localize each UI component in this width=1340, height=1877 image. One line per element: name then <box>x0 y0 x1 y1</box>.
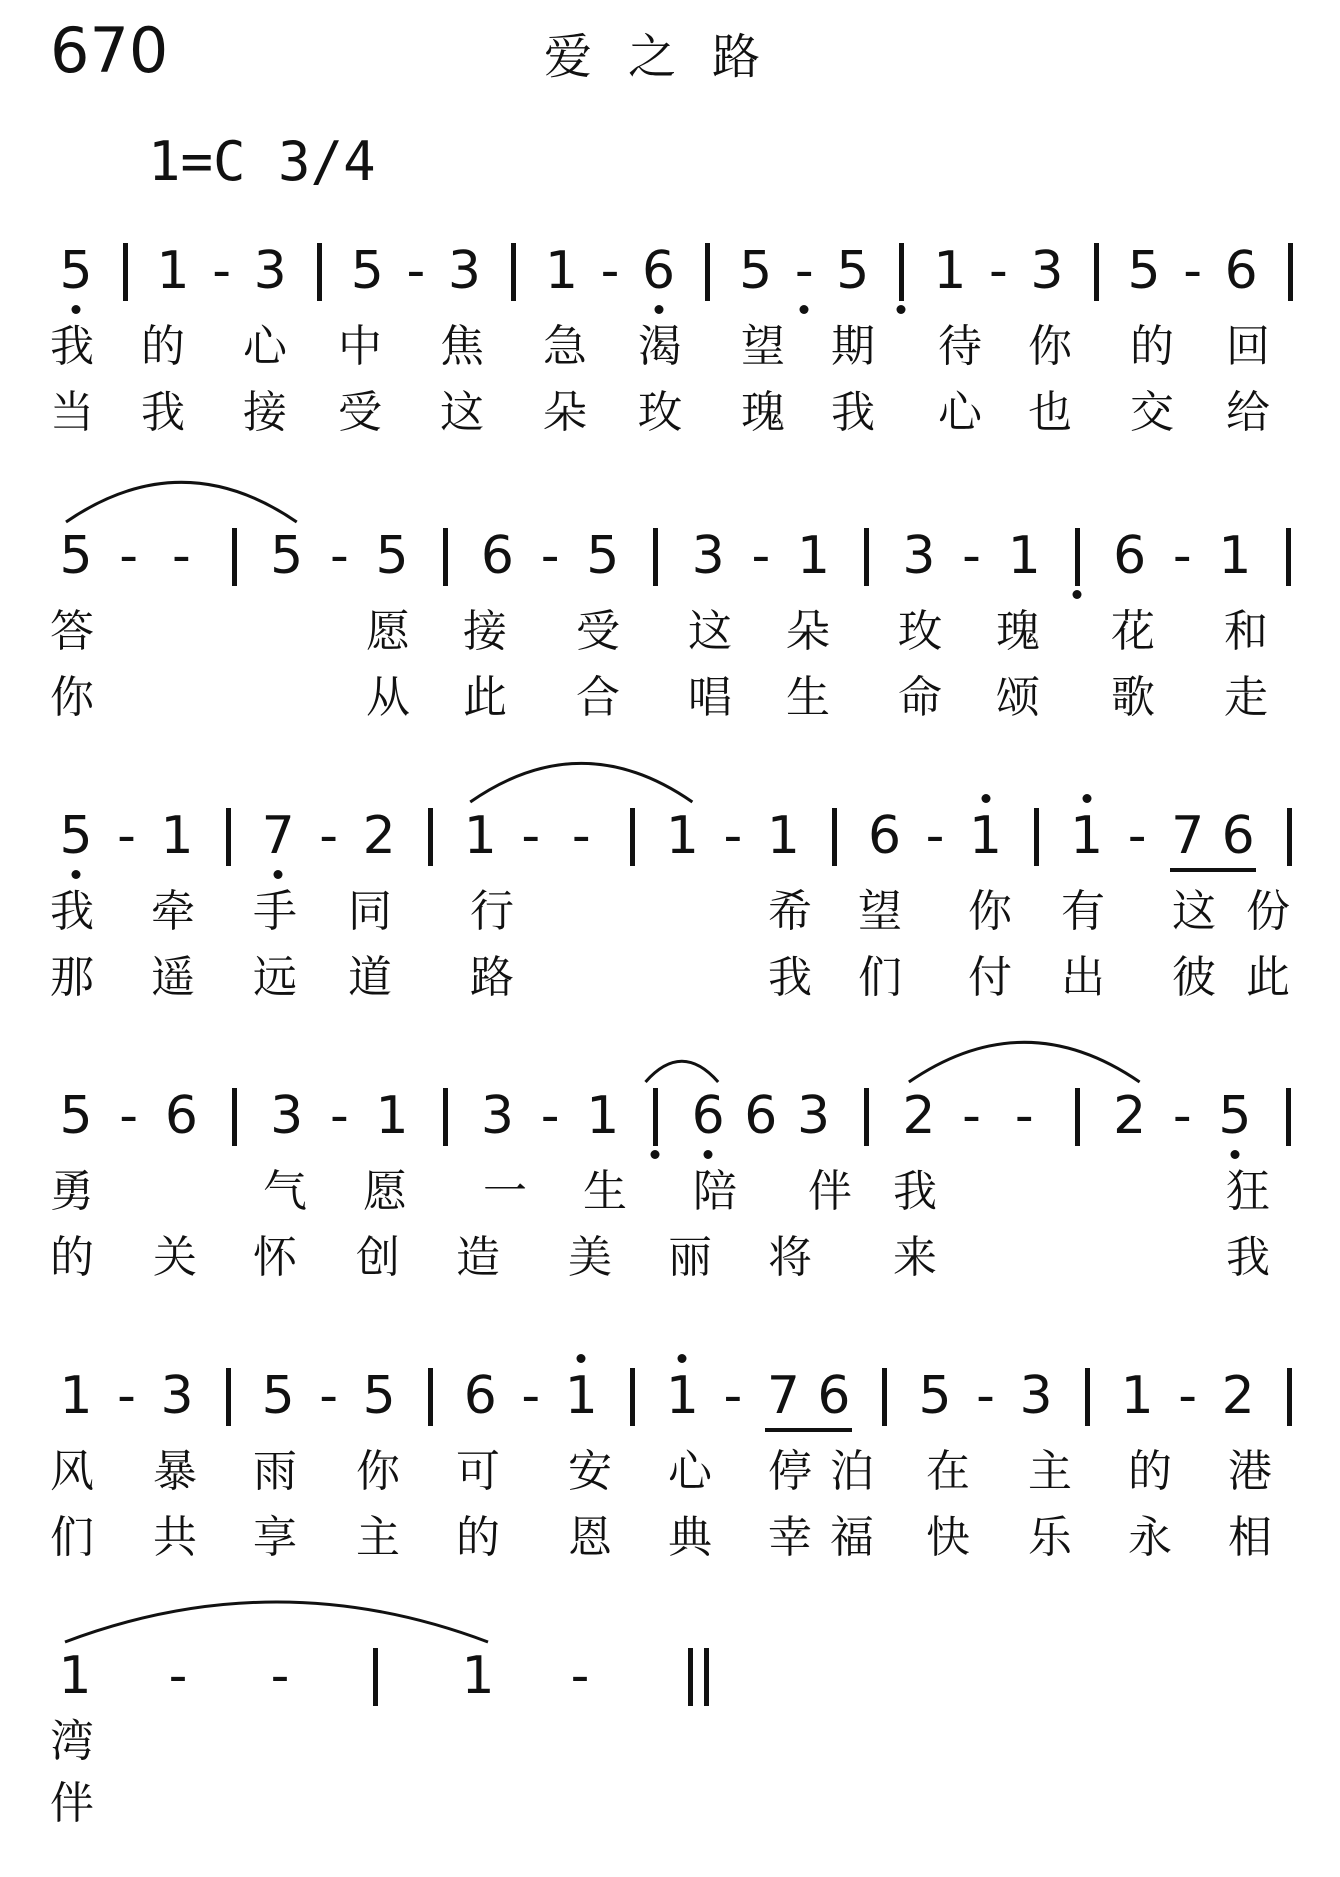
note-1: 1 <box>463 806 497 866</box>
dash-extension: - <box>1183 241 1203 301</box>
lyric-verse-2: 怀 <box>253 1232 297 1283</box>
key-signature: 1=C 3/4 <box>148 130 376 193</box>
lyric-verse-2: 相 <box>1228 1512 1272 1563</box>
lyric-verse-1: 玫 <box>898 606 942 657</box>
lyric-verse-1: 回 <box>1226 321 1270 372</box>
note-6: 6 <box>744 1086 778 1146</box>
slur-tie <box>470 763 692 802</box>
low-octave-dot <box>1230 1150 1239 1159</box>
barline <box>443 1088 448 1146</box>
barline <box>899 243 904 301</box>
barline <box>226 808 231 866</box>
eighth-note-beam <box>765 1428 852 1432</box>
lyric-verse-2: 唱 <box>688 672 732 723</box>
note-5: 5 <box>350 241 384 301</box>
low-octave-dot <box>72 305 81 314</box>
note-7: 7 <box>766 1366 800 1426</box>
note-1: 1 <box>58 1646 92 1706</box>
note-5: 5 <box>59 241 93 301</box>
note-6: 6 <box>642 241 676 301</box>
note-3: 3 <box>480 1086 514 1146</box>
lyric-verse-2: 走 <box>1224 672 1268 723</box>
lyric-verse-1: 的 <box>1130 321 1174 372</box>
note-2: 2 <box>362 806 396 866</box>
dash-extension: - <box>270 1646 290 1706</box>
note-1: 1 <box>586 1086 620 1146</box>
slur-tie <box>645 1061 718 1082</box>
lyric-verse-1: 朵 <box>786 606 830 657</box>
lyric-verse-1: 港 <box>1228 1446 1272 1497</box>
lyric-verse-2: 交 <box>1130 387 1174 438</box>
lyric-verse-1: 生 <box>583 1166 627 1217</box>
lyric-verse-2: 彼 <box>1172 952 1216 1003</box>
note-5: 5 <box>918 1366 952 1426</box>
lyric-verse-1: 焦 <box>440 321 484 372</box>
dash-extension: - <box>751 526 771 586</box>
barline <box>1286 1088 1291 1146</box>
lyric-verse-1: 湾 <box>50 1716 94 1767</box>
high-octave-dot <box>1082 794 1091 803</box>
low-octave-dot <box>274 870 283 879</box>
barline <box>864 1088 869 1146</box>
high-octave-dot <box>678 1354 687 1363</box>
lyric-verse-1: 份 <box>1246 886 1290 937</box>
note-5: 5 <box>1127 241 1161 301</box>
note-3: 3 <box>1019 1366 1053 1426</box>
dash-extension: - <box>117 1366 136 1426</box>
note-6: 6 <box>1224 241 1258 301</box>
lyric-verse-1: 心 <box>243 321 287 372</box>
barline <box>1287 808 1292 866</box>
low-octave-dot <box>654 305 663 314</box>
note-5: 5 <box>362 1366 396 1426</box>
final-barline <box>704 1648 709 1706</box>
lyric-verse-2: 当 <box>50 387 94 438</box>
dash-extension: - <box>1127 806 1147 866</box>
dash-extension: - <box>406 241 426 301</box>
barline <box>630 808 635 866</box>
barline <box>1075 1088 1080 1146</box>
dash-extension: - <box>212 241 232 301</box>
low-octave-dot <box>704 1150 713 1159</box>
lyric-verse-1: 勇 <box>50 1166 94 1217</box>
note-1: 1 <box>1070 806 1104 866</box>
lyric-verse-2: 主 <box>356 1512 400 1563</box>
lyric-verse-2: 命 <box>898 672 942 723</box>
lyric-verse-2: 出 <box>1061 952 1105 1003</box>
lyric-verse-1: 期 <box>831 321 875 372</box>
dash-extension: - <box>319 1366 339 1426</box>
lyric-verse-2: 此 <box>1246 952 1290 1003</box>
note-6: 6 <box>1113 526 1147 586</box>
barline <box>511 243 516 301</box>
lyric-verse-1: 你 <box>1028 321 1072 372</box>
lyric-verse-1: 你 <box>968 886 1012 937</box>
lyric-verse-2: 玫 <box>638 387 682 438</box>
song-title: 爱之路 <box>543 29 796 85</box>
dash-extension: - <box>540 1086 560 1146</box>
lyric-verse-2: 关 <box>153 1232 197 1283</box>
lyric-verse-1: 雨 <box>253 1446 297 1497</box>
note-6: 6 <box>164 1086 198 1146</box>
low-octave-dot <box>651 1150 660 1159</box>
lyric-verse-2: 颂 <box>996 672 1040 723</box>
note-3: 3 <box>691 526 725 586</box>
note-5: 5 <box>739 241 773 301</box>
dash-extension: - <box>319 806 339 866</box>
lyric-verse-1: 可 <box>456 1446 500 1497</box>
lyric-verse-1: 这 <box>1172 886 1216 937</box>
barline <box>428 808 433 866</box>
dash-extension: - <box>1172 526 1192 586</box>
barline <box>232 1088 237 1146</box>
lyric-verse-2: 永 <box>1128 1512 1172 1563</box>
note-6: 6 <box>867 806 902 866</box>
lyric-verse-2: 乐 <box>1028 1512 1072 1563</box>
lyric-verse-1: 望 <box>858 886 902 937</box>
dash-extension: - <box>989 241 1008 301</box>
lyric-verse-2: 丽 <box>668 1232 712 1283</box>
lyric-verse-1: 和 <box>1224 606 1268 657</box>
lyric-verse-2: 共 <box>153 1512 197 1563</box>
lyric-verse-2: 也 <box>1028 387 1072 438</box>
dash-extension: - <box>119 1086 139 1146</box>
note-1: 1 <box>766 806 800 866</box>
lyric-verse-2: 的 <box>456 1512 500 1563</box>
barline <box>653 528 658 586</box>
barline <box>1085 1368 1090 1426</box>
dash-extension: - <box>600 241 620 301</box>
note-5: 5 <box>270 526 304 586</box>
dash-extension: - <box>723 806 743 866</box>
note-1: 1 <box>160 806 194 866</box>
note-2: 2 <box>902 1086 936 1146</box>
dash-extension: - <box>723 1366 743 1426</box>
low-octave-dot <box>72 870 81 879</box>
note-6: 6 <box>463 1366 497 1426</box>
lyric-verse-2: 你 <box>50 672 94 723</box>
lyric-verse-1: 一 <box>483 1166 527 1217</box>
lyric-verse-1: 待 <box>938 321 982 372</box>
note-1: 1 <box>1218 526 1252 586</box>
note-1: 1 <box>1120 1366 1154 1426</box>
barline <box>653 1088 658 1146</box>
lyric-verse-1: 伴 <box>808 1166 852 1217</box>
barline <box>232 528 237 586</box>
lyric-verse-1: 牵 <box>151 886 195 937</box>
dash-extension: - <box>119 526 139 586</box>
note-1: 1 <box>1007 526 1041 586</box>
barline <box>373 1648 378 1706</box>
barline <box>1075 528 1080 586</box>
dash-extension: - <box>925 806 945 866</box>
note-2: 2 <box>1113 1086 1147 1146</box>
dash-extension: - <box>330 526 349 586</box>
note-6: 6 <box>480 526 514 586</box>
note-1: 1 <box>665 1366 699 1426</box>
barline <box>1034 808 1039 866</box>
lyric-verse-1: 这 <box>688 606 732 657</box>
note-3: 3 <box>270 1086 304 1146</box>
note-5: 5 <box>586 526 620 586</box>
lyric-verse-2: 接 <box>243 387 287 438</box>
note-3: 3 <box>1030 241 1064 301</box>
lyric-verse-1: 中 <box>338 321 382 372</box>
dash-extension: - <box>521 1366 541 1426</box>
dash-extension: - <box>794 241 814 301</box>
dash-extension: - <box>117 806 136 866</box>
dash-extension: - <box>962 526 981 586</box>
note-1: 1 <box>564 1366 598 1426</box>
lyric-verse-1: 愿 <box>363 1166 407 1217</box>
slur-tie <box>65 1602 488 1642</box>
lyric-verse-1: 有 <box>1061 886 1105 937</box>
lyric-verse-2: 歌 <box>1111 672 1155 723</box>
high-octave-dot <box>577 1354 586 1363</box>
final-barline <box>688 1648 693 1706</box>
lyric-verse-2: 来 <box>893 1232 937 1283</box>
lyric-verse-2: 快 <box>926 1512 970 1563</box>
lyric-verse-1: 愿 <box>366 606 410 657</box>
note-1: 1 <box>59 1366 93 1426</box>
lyric-verse-2: 福 <box>830 1512 874 1563</box>
lyric-verse-1: 我 <box>893 1166 937 1217</box>
lyric-verse-1: 渴 <box>638 321 682 372</box>
lyric-verse-2: 典 <box>668 1512 712 1563</box>
note-1: 1 <box>665 806 699 866</box>
lyric-verse-1: 同 <box>348 886 392 937</box>
lyric-verse-2: 美 <box>568 1232 612 1283</box>
note-5: 5 <box>836 241 870 301</box>
lyric-verse-1: 泊 <box>830 1446 874 1497</box>
lyric-verse-2: 我 <box>768 952 812 1003</box>
dash-extension: - <box>521 806 541 866</box>
barline <box>1287 1368 1292 1426</box>
note-5: 5 <box>59 1086 93 1146</box>
note-1: 1 <box>933 241 967 301</box>
slur-tie <box>66 482 297 522</box>
note-1: 1 <box>969 806 1003 866</box>
lyric-verse-2: 恩 <box>568 1512 612 1563</box>
hymn-number: 670 <box>50 14 169 87</box>
lyric-verse-2: 道 <box>348 952 392 1003</box>
dash-extension: - <box>962 1086 981 1146</box>
lyric-verse-1: 行 <box>470 886 514 937</box>
note-1: 1 <box>375 1086 409 1146</box>
note-5: 5 <box>261 1366 295 1426</box>
lyric-verse-2: 生 <box>786 672 830 723</box>
lyric-verse-1: 安 <box>568 1446 612 1497</box>
note-3: 3 <box>902 526 936 586</box>
dash-extension: - <box>976 1366 995 1426</box>
note-1: 1 <box>544 241 579 301</box>
lyric-verse-2: 这 <box>440 387 484 438</box>
note-3: 3 <box>253 241 287 301</box>
lyric-verse-1: 狂 <box>1226 1166 1270 1217</box>
lyric-verse-2: 路 <box>470 952 514 1003</box>
note-2: 2 <box>1221 1366 1255 1426</box>
lyric-verse-1: 风 <box>50 1446 94 1497</box>
dash-extension: - <box>571 806 591 866</box>
lyric-verse-2: 瑰 <box>741 387 785 438</box>
dash-extension: - <box>540 526 560 586</box>
low-octave-dot <box>800 305 809 314</box>
lyric-verse-2: 将 <box>768 1232 812 1283</box>
note-1: 1 <box>461 1646 495 1706</box>
barline <box>1286 528 1291 586</box>
note-1: 1 <box>156 241 190 301</box>
lyric-verse-1: 接 <box>463 606 507 657</box>
dash-extension: - <box>1178 1366 1198 1426</box>
lyric-verse-1: 受 <box>576 606 620 657</box>
lyric-verse-2: 此 <box>463 672 507 723</box>
note-3: 3 <box>160 1366 194 1426</box>
dash-extension: - <box>1014 1086 1034 1146</box>
lyric-verse-1: 急 <box>543 321 587 372</box>
lyric-verse-1: 的 <box>141 321 185 372</box>
barline <box>864 528 869 586</box>
lyric-verse-2: 我 <box>141 387 185 438</box>
lyric-verse-2: 遥 <box>151 952 195 1003</box>
note-5: 5 <box>59 806 93 866</box>
note-5: 5 <box>59 526 93 586</box>
lyric-verse-2: 那 <box>50 952 94 1003</box>
lyric-verse-1: 陪 <box>693 1166 737 1217</box>
lyric-verse-1: 的 <box>1128 1446 1172 1497</box>
barline <box>1094 243 1099 301</box>
note-6: 6 <box>691 1086 725 1146</box>
note-5: 5 <box>375 526 409 586</box>
lyric-verse-2: 我 <box>1226 1232 1270 1283</box>
lyric-verse-2: 受 <box>338 387 382 438</box>
lyric-verse-2: 我 <box>831 387 875 438</box>
note-7: 7 <box>1171 806 1205 866</box>
high-octave-dot <box>981 794 990 803</box>
barline <box>226 1368 231 1426</box>
dash-extension: - <box>330 1086 349 1146</box>
lyric-verse-1: 花 <box>1111 606 1155 657</box>
lyric-verse-2: 远 <box>253 952 297 1003</box>
lyric-verse-1: 主 <box>1028 1446 1072 1497</box>
lyric-verse-2: 造 <box>456 1232 500 1283</box>
note-3: 3 <box>447 241 481 301</box>
lyric-verse-1: 气 <box>263 1166 307 1217</box>
slur-tie <box>909 1042 1140 1082</box>
lyric-verse-1: 暴 <box>153 1446 197 1497</box>
lyric-verse-2: 们 <box>858 952 902 1003</box>
barline <box>882 1368 887 1426</box>
lyric-verse-1: 你 <box>356 1446 400 1497</box>
lyric-verse-2: 伴 <box>50 1778 94 1829</box>
barline <box>317 243 322 301</box>
lyric-verse-1: 我 <box>50 321 94 372</box>
note-1: 1 <box>796 526 831 586</box>
lyric-verse-1: 手 <box>253 886 297 937</box>
note-6: 6 <box>1221 806 1255 866</box>
low-octave-dot <box>897 305 906 314</box>
barline <box>1288 243 1293 301</box>
barline <box>123 243 128 301</box>
note-3: 3 <box>796 1086 831 1146</box>
lyric-verse-2: 享 <box>253 1512 297 1563</box>
barline <box>428 1368 433 1426</box>
lyric-verse-2: 朵 <box>543 387 587 438</box>
barline <box>630 1368 635 1426</box>
lyric-verse-1: 希 <box>768 886 812 937</box>
dash-extension: - <box>570 1646 590 1706</box>
lyric-verse-1: 答 <box>50 606 94 657</box>
note-6: 6 <box>817 1366 851 1426</box>
dash-extension: - <box>1172 1086 1192 1146</box>
lyric-verse-2: 付 <box>968 952 1012 1003</box>
lyric-verse-2: 从 <box>366 672 410 723</box>
lyric-verse-1: 停 <box>768 1446 812 1497</box>
eighth-note-beam <box>1170 868 1257 872</box>
barline <box>832 808 837 866</box>
lyric-verse-1: 在 <box>926 1446 970 1497</box>
dash-extension: - <box>171 526 191 586</box>
lyric-verse-2: 合 <box>576 672 620 723</box>
lyric-verse-2: 幸 <box>768 1512 812 1563</box>
low-octave-dot <box>1072 590 1081 599</box>
lyric-verse-1: 望 <box>741 321 785 372</box>
note-7: 7 <box>261 806 295 866</box>
lyric-verse-2: 的 <box>50 1232 94 1283</box>
lyric-verse-1: 心 <box>668 1446 712 1497</box>
lyric-verse-2: 们 <box>50 1512 94 1563</box>
note-5: 5 <box>1218 1086 1252 1146</box>
lyric-verse-2: 心 <box>938 387 982 438</box>
barline <box>443 528 448 586</box>
lyric-verse-2: 给 <box>1226 387 1270 438</box>
lyric-verse-2: 创 <box>356 1232 400 1283</box>
lyric-verse-1: 瑰 <box>996 606 1040 657</box>
barline <box>705 243 710 301</box>
lyric-verse-1: 我 <box>50 886 94 937</box>
dash-extension: - <box>168 1646 188 1706</box>
